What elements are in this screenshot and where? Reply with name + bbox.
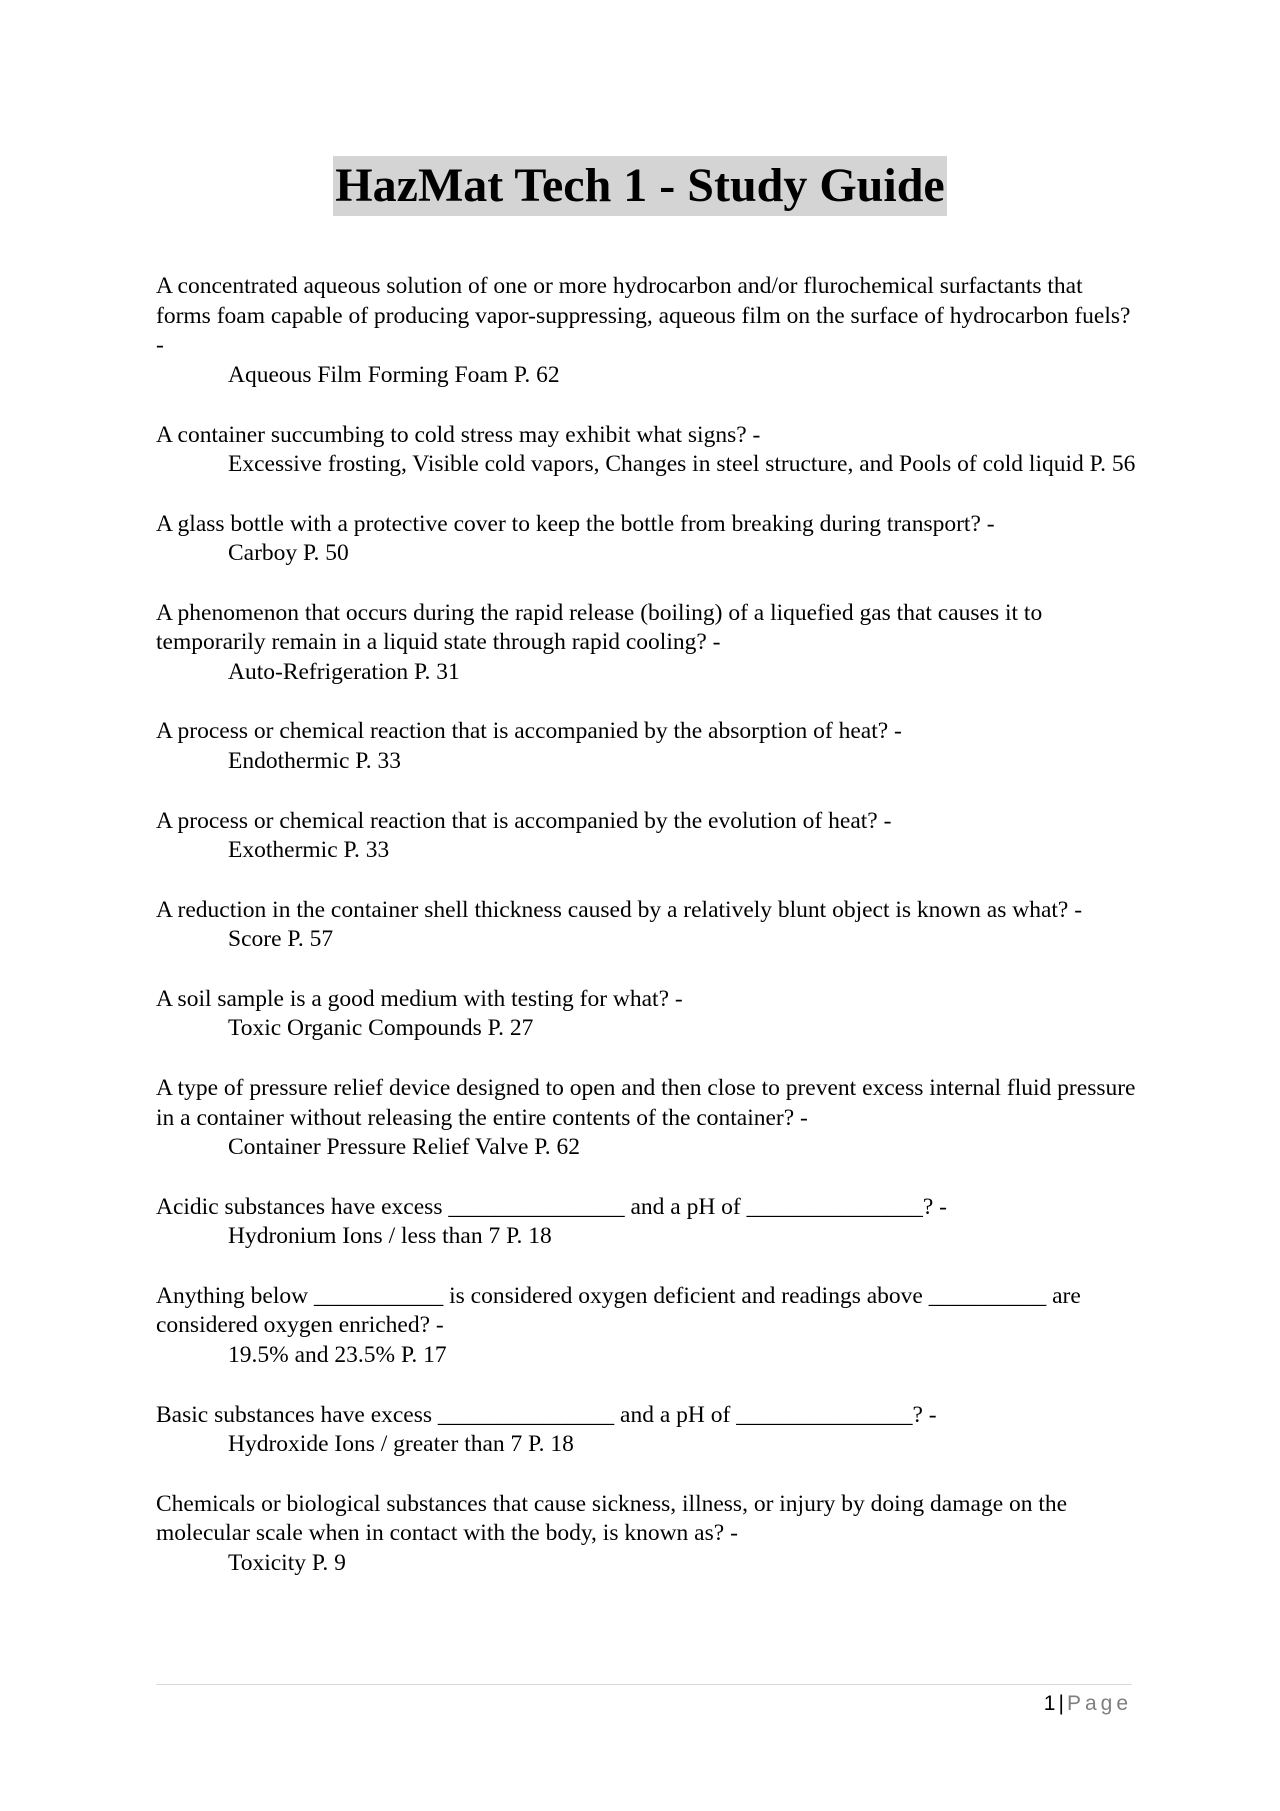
qa-item	[156, 1074, 1136, 1163]
page-label: Page	[1066, 1692, 1132, 1715]
qa-item	[156, 717, 1136, 776]
qa-item	[156, 896, 1136, 955]
question-text: A concentrated aqueous solution of one or more hydrocarbon and/or flurochemical surfactants that forms foam capable of producing vapor-suppressing, aqueous film on the surface of hydrocarbon fuels? -	[156, 273, 1131, 359]
answer-text: Carboy P. 50	[228, 540, 349, 567]
question-text: A type of pressure relief device designed to open and then close to prevent excess internal fluid pressure in a container without releasing the entire contents of the container? -	[156, 1074, 1136, 1131]
qa-item	[156, 985, 1136, 1044]
answer-text: Endothermic P. 33	[228, 748, 401, 775]
footer-divider	[156, 1684, 1132, 1685]
qa-item	[156, 1490, 1136, 1579]
qa-item	[156, 1282, 1136, 1371]
answer-text: 19.5% and 23.5% P. 17	[228, 1342, 447, 1369]
answer-text: Toxic Organic Compounds P. 27	[228, 1015, 534, 1042]
qa-item	[156, 599, 1136, 688]
question-text: Acidic substances have excess _______________ and a pH of _______________? -	[156, 1193, 948, 1220]
question-text: A soil sample is a good medium with testing for what? -	[156, 985, 683, 1012]
question-text: A container succumbing to cold stress may exhibit what signs? -	[156, 421, 761, 448]
answer-text: Aqueous Film Forming Foam P. 62	[228, 362, 560, 389]
page-number: 1	[1043, 1692, 1056, 1715]
answer-text: Exothermic P. 33	[228, 837, 390, 864]
question-text: A reduction in the container shell thickness caused by a relatively blunt object is known as what? -	[156, 896, 1083, 923]
qa-item	[156, 421, 1136, 480]
footer-separator: |	[1058, 1692, 1064, 1715]
answer-text: Score P. 57	[228, 926, 334, 953]
answer-text: Excessive frosting, Visible cold vapors, Changes in steel structure, and Pools of cold liquid P. 56	[228, 451, 1136, 478]
qa-item	[156, 510, 1136, 569]
question-text: Chemicals or biological substances that cause sickness, illness, or injury by doing damage on the molecular scale when in contact with the body, is known as? -	[156, 1490, 1068, 1547]
title-wrapper	[0, 156, 1280, 216]
qa-item	[156, 1193, 1136, 1252]
qa-item	[156, 807, 1136, 866]
answer-text: Hydronium Ions / less than 7 P. 18	[228, 1223, 552, 1250]
page-footer	[1044, 1690, 1132, 1718]
study-guide-content	[156, 272, 1136, 1608]
answer-text: Container Pressure Relief Valve P. 62	[228, 1134, 581, 1161]
qa-item	[156, 1401, 1136, 1460]
question-text: A glass bottle with a protective cover to keep the bottle from breaking during transport? -	[156, 510, 995, 537]
document-title: HazMat Tech 1 - Study Guide	[333, 156, 946, 216]
answer-text: Toxicity P. 9	[228, 1550, 346, 1577]
answer-text: Auto-Refrigeration P. 31	[228, 659, 460, 686]
question-text: A process or chemical reaction that is accompanied by the absorption of heat? -	[156, 718, 902, 745]
question-text: Basic substances have excess _______________ and a pH of _______________? -	[156, 1401, 937, 1428]
qa-item	[156, 272, 1136, 391]
question-text: A process or chemical reaction that is accompanied by the evolution of heat? -	[156, 807, 892, 834]
question-text: Anything below ___________ is considered oxygen deficient and readings above __________ are considered oxygen enriched? -	[156, 1282, 1081, 1339]
answer-text: Hydroxide Ions / greater than 7 P. 18	[228, 1431, 574, 1458]
question-text: A phenomenon that occurs during the rapid release (boiling) of a liquefied gas that causes it to temporarily remain in a liquid state through rapid cooling? -	[156, 599, 1043, 656]
